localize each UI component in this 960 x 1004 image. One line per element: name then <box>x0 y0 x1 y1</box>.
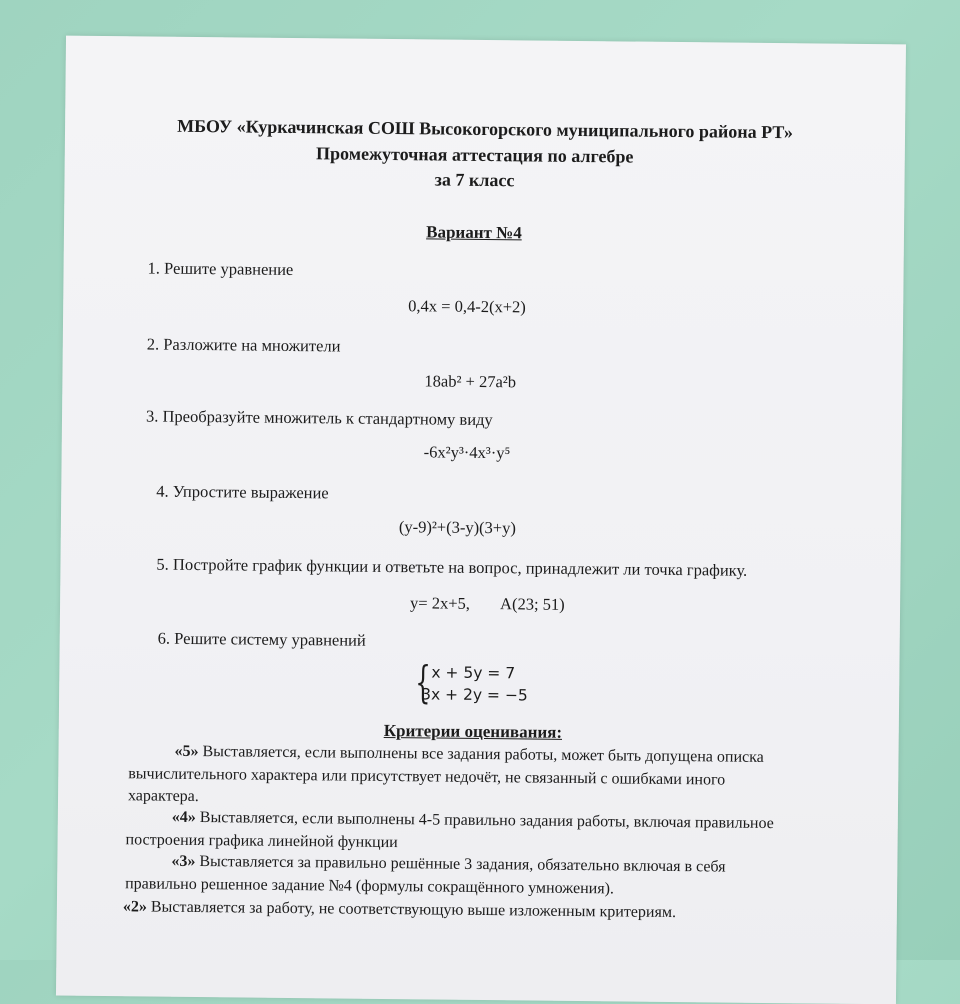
task-5-point: A(23; 51) <box>499 594 565 614</box>
task-4-expression: (y-9)²+(3-y)(3+y) <box>398 517 517 538</box>
task-4-label: 4. Упростите выражение <box>156 481 329 503</box>
task-3-label: 3. Преобразуйте множитель к стандартному виду <box>145 406 493 430</box>
system-equation-1: x + 5y = 7 <box>431 663 516 683</box>
task-2-label: 2. Разложите на множители <box>146 334 341 356</box>
criteria-grade-5 <box>128 740 789 814</box>
grade-5-text: Выставляется, если выполнены все задания работы, может быть допущена описка вычислительного характера или присутствует недочёт, не связанный с ошибками иного характера. <box>127 743 764 806</box>
school-name: МБОУ «Куркачинская СОШ Высокогорского муниципального района РТ» <box>177 115 794 143</box>
task-1-label: 1. Решите уравнение <box>147 258 294 279</box>
criteria-grade-3 <box>125 850 785 902</box>
task-6-label: 6. Решите систему уравнений <box>157 628 366 650</box>
task-5-label: 5. Постройте график функции и ответьте на вопрос, принадлежит ли точка графику. <box>156 554 748 580</box>
system-brace: { <box>414 657 431 709</box>
task-5-function: y= 2x+5, <box>410 593 471 613</box>
system-equation-2: 3x + 2y = −5 <box>421 685 528 705</box>
exam-title: Промежуточная аттестация по алгебре <box>315 143 634 167</box>
grade-4-mark: «4» <box>171 808 196 827</box>
grade-4-text: Выставляется, если выполнены 4-5 правильно задания работы, включая правильное построения графика линейной функции <box>125 809 774 851</box>
grade-label: за 7 класс <box>434 169 515 191</box>
grade-5-mark: «5» <box>174 742 199 761</box>
exam-sheet <box>56 36 906 1004</box>
variant-title: Вариант №4 <box>426 222 522 243</box>
task-3-expression: -6x²y³·4x³·y⁵ <box>423 442 511 463</box>
grade-3-text: Выставляется за правильно решённые 3 задания, обязательно включая в себя правильно решенное задание №4 (формулы сокращённого умножения). <box>125 853 726 897</box>
grade-3-mark: «3» <box>171 852 196 871</box>
grade-2-text: Выставляется за работу, не соответствующую выше изложенным критериям. <box>146 898 677 922</box>
task-1-expression: 0,4x = 0,4-2(x+2) <box>408 296 526 317</box>
criteria-title: Критерии оценивания: <box>383 720 563 742</box>
grade-2-mark: «2» <box>122 898 147 916</box>
task-2-expression: 18ab² + 27a²b <box>424 371 517 392</box>
